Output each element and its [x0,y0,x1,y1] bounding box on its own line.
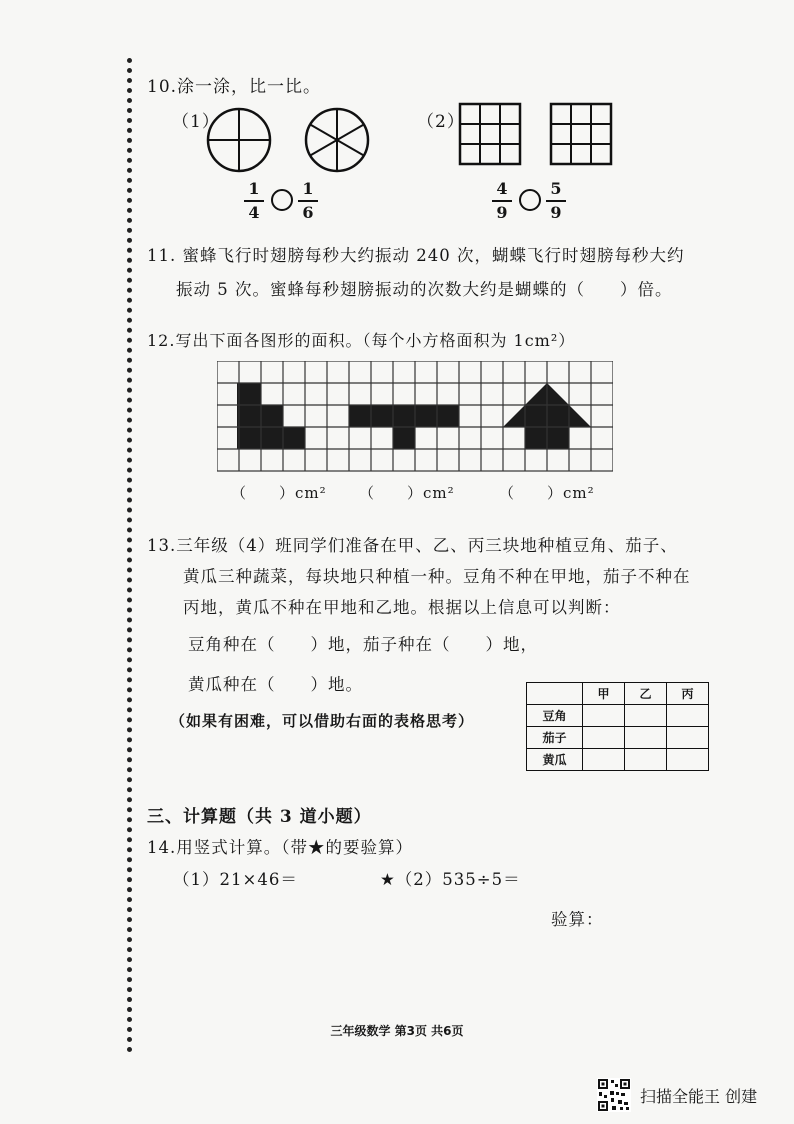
q13-line3: 丙地，黄瓜不种在甲地和乙地。根据以上信息可以判断： [183,598,621,617]
compare-circle-2[interactable] [519,189,541,211]
q14-part1: （1）21×46＝ [173,870,298,889]
table-cell[interactable] [583,705,625,727]
fraction-1-4: 1 4 [244,180,264,222]
q12-answer-2[interactable]: （ ）cm² [359,484,455,502]
q14-part2: ★（2）535÷5＝ [380,870,521,889]
q10-title: 10.涂一涂，比一比。 [147,77,322,97]
circle-sixths[interactable] [306,109,368,171]
q10-squares [458,102,618,168]
table-col-header: 丙 [667,683,709,705]
q13-helper-table [526,682,709,771]
table-cell[interactable] [583,749,625,771]
table-row-header: 豆角 [527,705,583,727]
compare-circle-1[interactable] [271,189,293,211]
table-row-header: 黄瓜 [527,749,583,771]
q13-hint: （如果有困难，可以借助右面的表格思考） [170,712,475,730]
fraction-5-9: 5 9 [546,180,566,222]
q13-blank-line2[interactable]: 黄瓜种在（ ）地。 [188,675,363,694]
table-cell[interactable] [583,727,625,749]
q10-part2-label: （2） [417,112,465,132]
table-cell[interactable] [625,727,667,749]
q10-circles [205,106,373,176]
table-cell[interactable] [667,727,709,749]
table-cell[interactable] [667,749,709,771]
binding-dotted-line [127,58,132,1053]
q14-check-label: 验算： [551,910,604,929]
table-col-header: 乙 [625,683,667,705]
table-cell[interactable] [667,705,709,727]
section3-heading: 三、计算题（共 3 道小题） [147,807,372,827]
square-grid-right[interactable] [551,104,611,164]
q12-grid-figures [217,361,613,473]
circle-quarters[interactable] [208,109,270,171]
table-col-header: 甲 [583,683,625,705]
q13-blank-line1[interactable]: 豆角种在（ ）地，茄子种在（ ）地， [188,635,538,654]
square-grid-left[interactable] [460,104,520,164]
q13-line1: 13.三年级（4）班同学们准备在甲、乙、丙三块地种植豆角、茄子、 [147,536,678,555]
figure-l-shape[interactable] [237,383,305,449]
table-cell[interactable] [625,705,667,727]
q14-title: 14.用竖式计算。（带★的要验算） [147,838,413,857]
q12-answer-1[interactable]: （ ）cm² [231,484,327,502]
q13-line2: 黄瓜三种蔬菜，每块地只种植一种。豆角不种在甲地，茄子不种在 [183,567,691,586]
table-corner-cell [527,683,583,705]
table-cell[interactable] [625,749,667,771]
q12-answer-3[interactable]: （ ）cm² [499,484,595,502]
scanner-brand-label: 扫描全能王 创建 [640,1087,758,1106]
table-row-header: 茄子 [527,727,583,749]
fraction-1-6: 1 6 [298,180,318,222]
fraction-4-9: 4 9 [492,180,512,222]
page-footer: 三年级数学 第3页 共6页 [330,1024,464,1038]
q10-part1-label: （1） [172,112,220,132]
q11-line1: 11. 蜜蜂飞行时翅膀每秒大约振动 240 次，蝴蝶飞行时翅膀每秒大约 [147,246,685,265]
q12-title: 12.写出下面各图形的面积。（每个小方格面积为 1cm²） [147,331,576,350]
qr-code-icon [597,1078,631,1112]
q11-line2: 振动 5 次。蜜蜂每秒翅膀振动的次数大约是蝴蝶的（ ）倍。 [176,280,673,299]
